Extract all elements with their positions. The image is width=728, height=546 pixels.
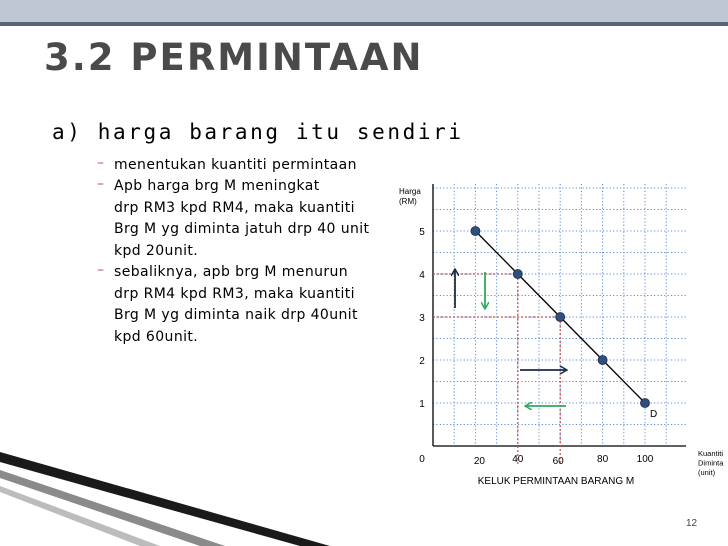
x-axis-label: Diminta [698,458,724,468]
chart-title: KELUK PERMINTAAN BARANG M [477,476,635,487]
page-number: 12 [686,518,698,529]
bullet-line: kpd 60unit. [114,328,199,345]
x-tick-label: 100 [636,454,654,465]
bullet-dash: – [97,262,105,278]
y-tick-label: 4 [419,270,425,281]
x-axis-label: (unit) [698,468,716,477]
y-tick-label: 1 [419,399,425,410]
x-tick-label: 80 [597,454,609,465]
x-tick-label: 40 [512,454,524,465]
slide-title: 3.2 PERMINTAAN [44,36,424,79]
origin-label: 0 [419,454,425,465]
section-heading: a) harga barang itu sendiri [52,120,464,144]
y-tick-label: 5 [419,227,425,238]
bullet-line: sebaliknya, apb brg M menurun [114,264,349,280]
bullet-line: drp RM4 kpd RM3, maka kuantiti [114,285,355,302]
y-axis-label: Harga [399,187,421,196]
bullet-line: drp RM3 kpd RM4, maka kuantiti [114,199,355,216]
bullet-line: Brg M yg diminta jatuh drp 40 unit [114,221,370,237]
bullet-dash: – [97,176,105,192]
y-tick-label: 3 [419,313,425,324]
bullet-dash: – [97,155,105,171]
bullet-line: menentukan kuantiti permintaan [114,157,357,173]
x-axis-label: Kuantiti [698,449,724,458]
y-axis-label: (RM) [399,197,417,206]
curve-label-d: D [650,409,658,420]
x-tick-label: 60 [552,456,564,467]
bullet-line: kpd 20unit. [114,242,199,259]
bullet-line: Brg M yg diminta naik drp 40unit [114,307,358,323]
x-tick-label: 20 [473,456,485,467]
y-tick-label: 2 [419,356,425,367]
bullet-line: Apb harga brg M meningkat [114,178,320,194]
